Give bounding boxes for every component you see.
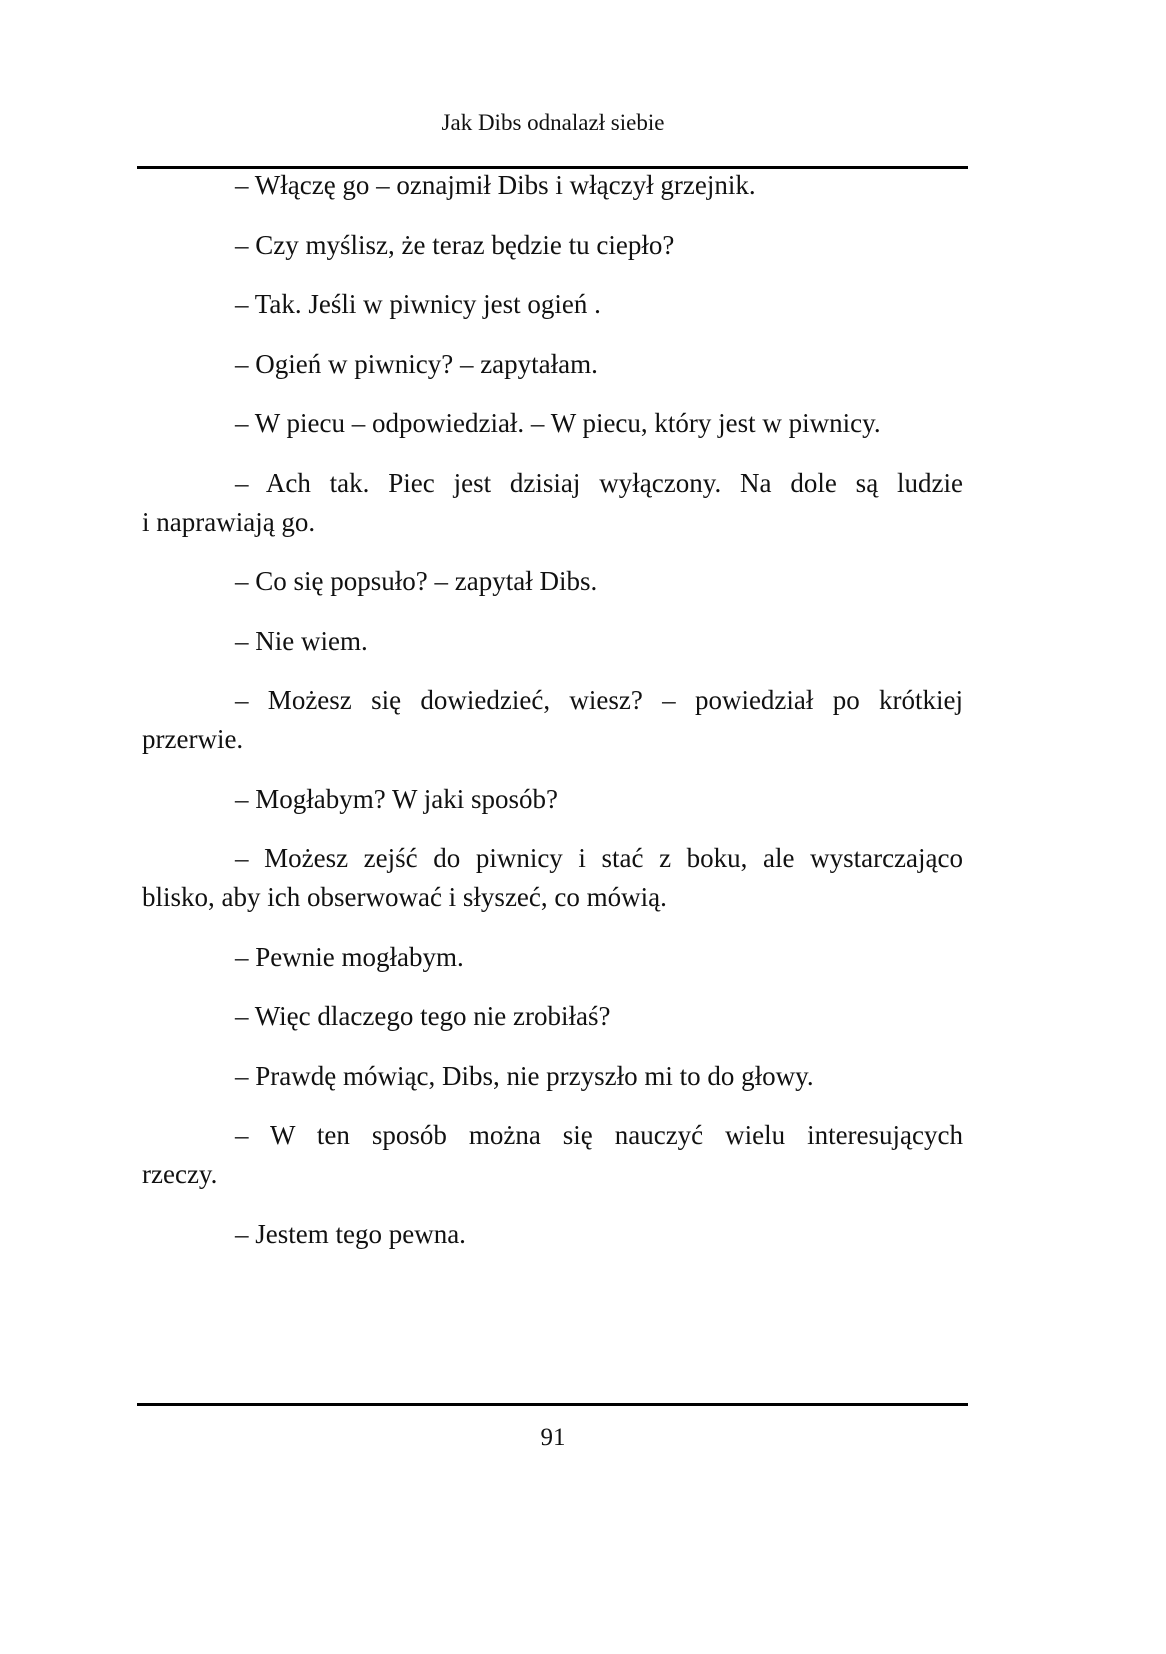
footer-rule <box>137 1403 968 1406</box>
text-line: – Możesz się dowiedzieć, wiesz? – powiedział po krótkiej <box>235 685 963 715</box>
paragraph <box>142 464 963 542</box>
paragraph <box>142 1116 963 1194</box>
text-line: – Tak. Jeśli w piwnicy jest ogień . <box>235 289 601 319</box>
paragraph <box>142 226 963 265</box>
page-number: 91 <box>540 1424 566 1451</box>
page-body <box>142 166 963 1274</box>
text-line: – Jestem tego pewna. <box>235 1218 466 1249</box>
paragraph <box>142 404 963 443</box>
paragraph <box>142 622 963 661</box>
paragraph <box>142 285 963 324</box>
text-line: – Więc dlaczego tego nie zrobiłaś? <box>235 1001 611 1031</box>
text-line: – Co się popsuło? – zapytał Dibs. <box>235 566 598 596</box>
text-line: – Ogień w piwnicy? – zapytałam. <box>235 348 598 379</box>
text-line: – W ten sposób można się nauczyć wielu interesujących <box>235 1120 963 1150</box>
paragraph <box>142 1215 963 1254</box>
paragraph <box>142 839 963 917</box>
paragraph <box>142 345 963 384</box>
text-line: przerwie. <box>142 724 244 754</box>
text-line: – Możesz zejść do piwnicy i stać z boku, ale wystarczająco <box>235 843 963 873</box>
paragraph <box>142 562 963 601</box>
text-line: – Pewnie mogłabym. <box>235 941 464 972</box>
paragraph <box>142 997 963 1036</box>
text-line: – W piecu – odpowiedział. – W piecu, który jest w piwnicy. <box>235 408 881 438</box>
paragraph <box>142 780 963 819</box>
text-line: – Nie wiem. <box>235 625 368 656</box>
text-line: i naprawiają go. <box>142 506 316 537</box>
running-header: Jak Dibs odnalazł siebie <box>441 110 665 135</box>
paragraph <box>142 681 963 759</box>
text-line: – Mogłabym? W jaki sposób? <box>235 783 558 814</box>
text-line: – Ach tak. Piec jest dzisiaj wyłączony. Na dole są ludzie <box>235 467 963 498</box>
text-line: – Prawdę mówiąc, Dibs, nie przyszło mi to do głowy. <box>235 1060 814 1091</box>
text-line: – Czy myślisz, że teraz będzie tu ciepło? <box>235 229 675 260</box>
text-line: rzeczy. <box>142 1159 218 1189</box>
paragraph <box>142 938 963 977</box>
paragraph <box>142 166 963 205</box>
paragraph <box>142 1057 963 1096</box>
text-line: blisko, aby ich obserwować i słyszeć, co mówią. <box>142 882 667 912</box>
text-line: – Włączę go – oznajmił Dibs i włączył grzejnik. <box>235 170 756 200</box>
